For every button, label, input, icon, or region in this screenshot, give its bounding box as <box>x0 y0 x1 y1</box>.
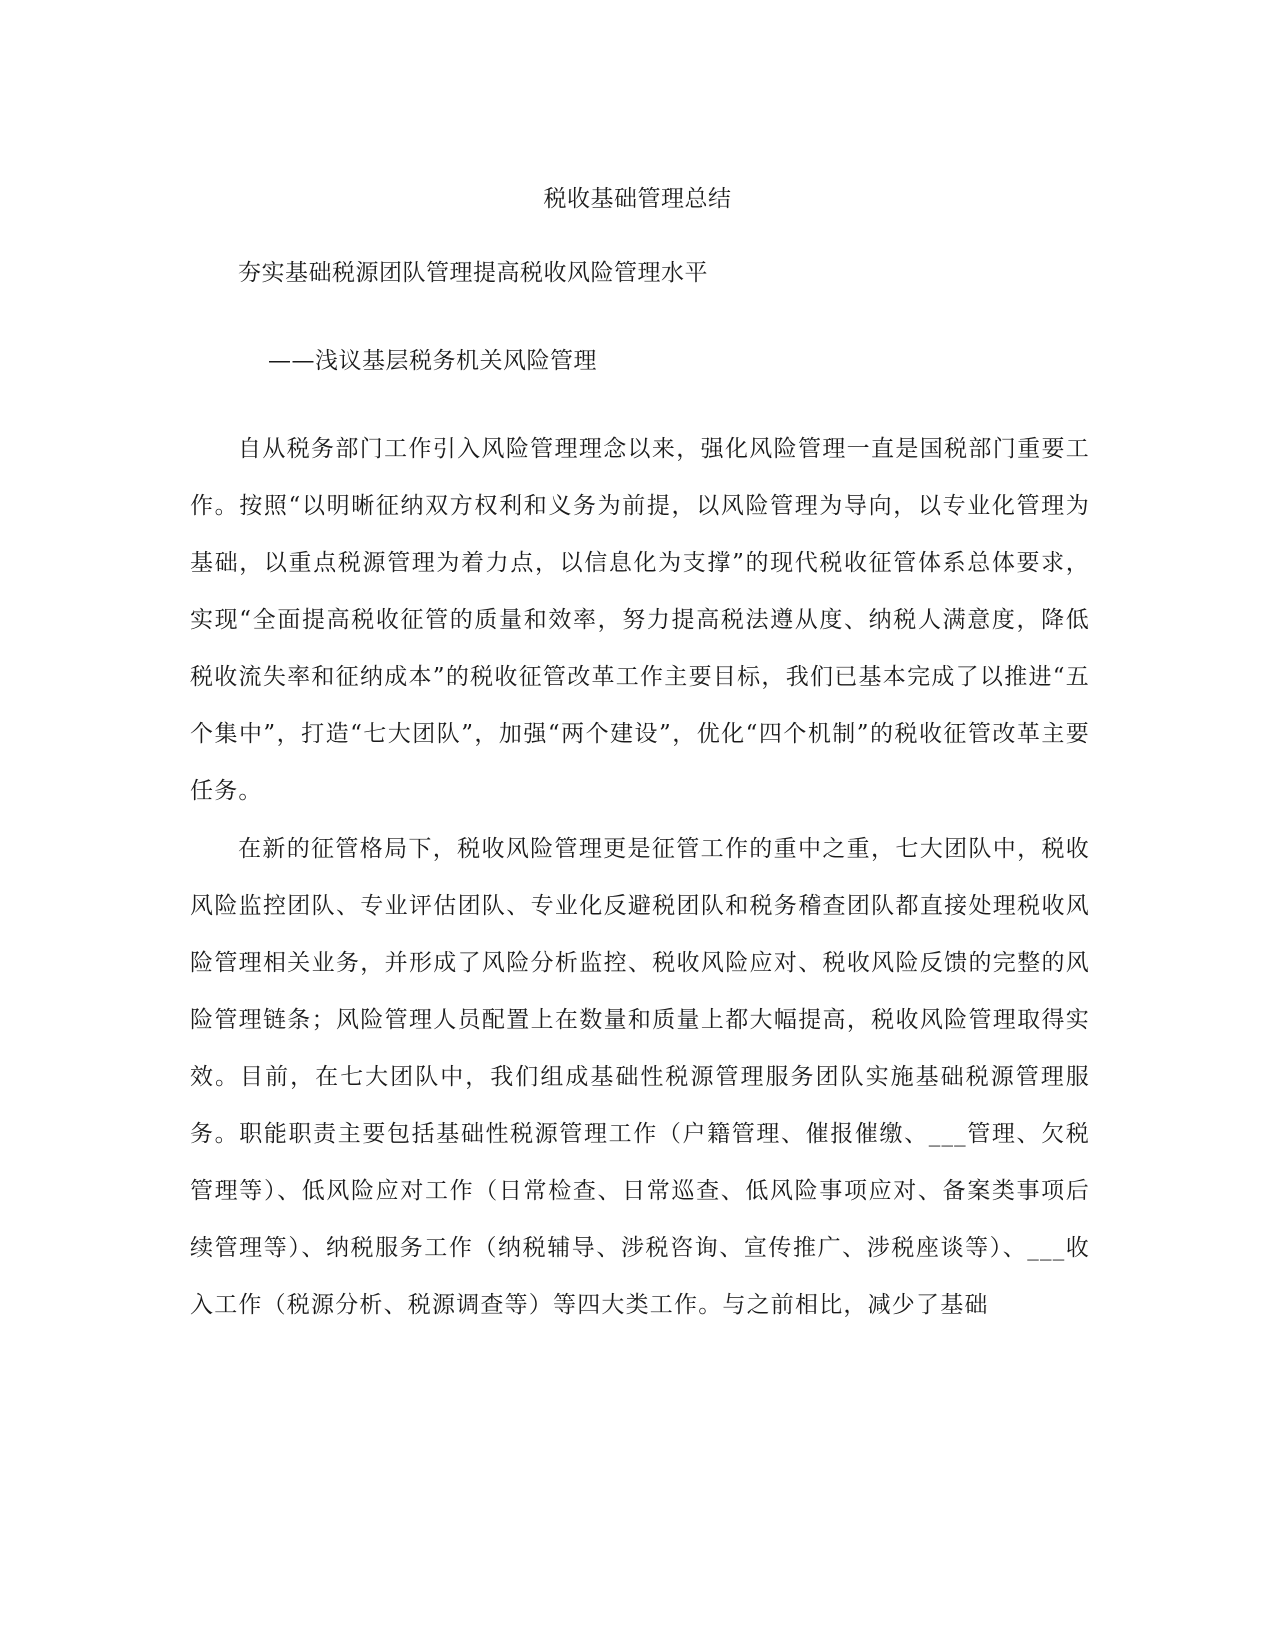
document-subtitle: 夯实基础税源团队管理提高税收风险管理水平 <box>238 260 708 286</box>
body-paragraph-2: 在新的征管格局下，税收风险管理更是征管工作的重中之重，七大团队中，税收风险监控团队、专业评估团队、专业化反避税团队和税务稽查团队都直接处理税收风险管理相关业务，并形成了风险分析监控、税收风险应对、税收风险反馈的完整的风险管理链条；风险管理人员配置上在数量和质量上都大幅提高，税收风险管理取得实效。目前，在七大团队中，我们组成基础性税源管理服务团队实施基础税源管理服务。职能职责主要包括基础性税源管理工作（户籍管理、催报催缴、___管理、欠税管理等）、低风险应对工作（日常检查、日常巡查、低风险事项应对、备案类事项后续管理等）、纳税服务工作（纳税辅导、涉税咨询、宣传推广、涉税座谈等）、___收入工作（税源分析、税源调查等）等四大类工作。与之前相比，减少了基础 <box>190 836 1090 1318</box>
body-paragraph-1: 自从税务部门工作引入风险管理理念以来，强化风险管理一直是国税部门重要工作。按照“以明晰征纳双方权利和义务为前提，以风险管理为导向，以专业化管理为基础，以重点税源管理为着力点，以信息化为支撑”的现代税收征管体系总体要求，实现“全面提高税收征管的质量和效率，努力提高税法遵从度、纳税人满意度，降低税收流失率和征纳成本”的税收征管改革工作主要目标，我们已基本完成了以推进“五个集中”，打造“七大团队”，加强“两个建设”，优化“四个机制”的税收征管改革主要任务。 <box>190 436 1090 804</box>
document-subsubtitle: ——浅议基层税务机关风险管理 <box>268 348 597 374</box>
document-title: 税收基础管理总结 <box>543 186 732 212</box>
